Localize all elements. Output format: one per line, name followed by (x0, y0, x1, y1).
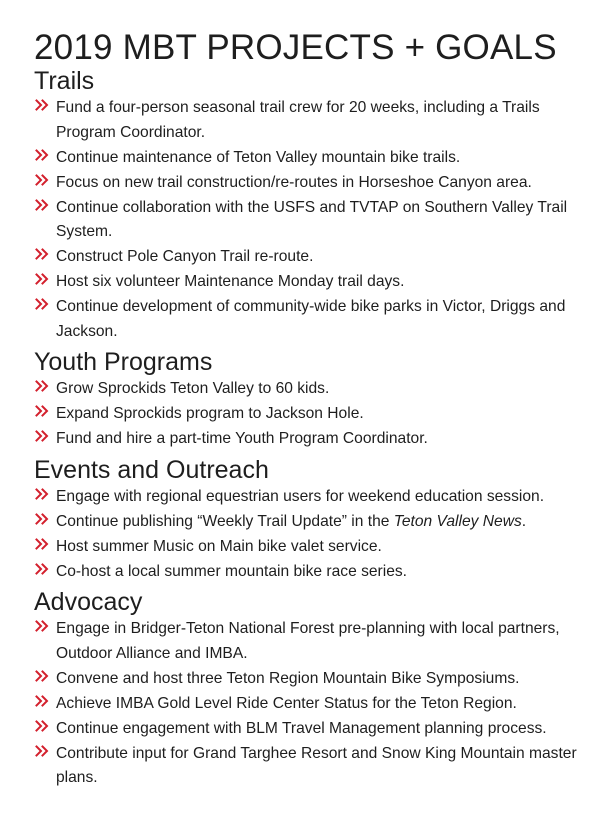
section-youth-programs (34, 347, 598, 452)
goal-item (34, 560, 598, 585)
double-chevron-right-icon (35, 535, 51, 559)
goal-text: Grow Sprockids Teton Valley to 60 kids. (56, 380, 330, 397)
goal-item (34, 427, 598, 452)
double-chevron-right-icon (35, 667, 51, 691)
goal-text: Host summer Music on Main bike valet service. (56, 537, 382, 555)
goal-text: Co-host a local summer mountain bike race series. (56, 562, 408, 580)
goal-item (34, 146, 598, 171)
double-chevron-right-icon (35, 146, 51, 170)
publication-name: Teton Valley News (393, 512, 522, 530)
goal-text (56, 513, 526, 530)
double-chevron-right-icon (35, 485, 51, 509)
section-heading: Events and Outreach (34, 455, 269, 484)
goal-item (34, 96, 598, 145)
double-chevron-right-icon (35, 245, 51, 269)
goal-item (34, 692, 598, 717)
goal-item (34, 667, 598, 692)
goal-item (34, 742, 598, 791)
goal-list (34, 377, 598, 452)
goal-item (34, 535, 598, 560)
goal-text: Convene and host three Teton Region Mountain Bike Symposiums. (56, 669, 520, 687)
double-chevron-right-icon (35, 427, 51, 451)
goal-item (34, 270, 598, 295)
section-trails (34, 66, 598, 344)
page-title: 2019 MBT PROJECTS + GOALS (34, 28, 557, 67)
goal-item (34, 402, 598, 427)
goal-text: Host six volunteer Maintenance Monday trail days. (56, 273, 405, 290)
goal-list (34, 617, 598, 791)
double-chevron-right-icon (35, 692, 51, 716)
goal-text: Continue maintenance of Teton Valley mountain bike trails. (56, 148, 461, 166)
double-chevron-right-icon (35, 742, 51, 766)
goal-list (34, 96, 598, 344)
double-chevron-right-icon (35, 402, 51, 426)
goal-item (34, 617, 598, 666)
section-heading: Youth Programs (34, 348, 213, 376)
goal-text-suffix: . (521, 512, 527, 530)
goal-text: Fund a four-person seasonal trail crew for 20 weeks, including a Trails Program Coordinator. (56, 99, 540, 141)
double-chevron-right-icon (35, 295, 51, 319)
goal-text: Achieve IMBA Gold Level Ride Center Status for the Teton Region. (56, 694, 517, 712)
double-chevron-right-icon (35, 377, 51, 401)
goal-item (34, 377, 598, 402)
goal-item (34, 196, 598, 245)
double-chevron-right-icon (35, 510, 51, 534)
goal-item (34, 485, 598, 510)
goal-text: Engage in Bridger-Teton National Forest pre-planning with local partners, Outdoor Alliance and IMBA. (56, 620, 560, 662)
double-chevron-right-icon (35, 617, 51, 641)
double-chevron-right-icon (35, 560, 51, 584)
section-heading: Advocacy (34, 588, 143, 616)
goal-item (34, 295, 598, 344)
goal-text: Expand Sprockids program to Jackson Hole. (56, 405, 364, 422)
sections-container (34, 66, 598, 791)
goal-text: Continue collaboration with the USFS and TVTAP on Southern Valley Trail System. (56, 198, 568, 240)
section-heading: Trails (34, 67, 95, 95)
double-chevron-right-icon (35, 196, 51, 220)
goal-item (34, 717, 598, 742)
goal-text: Continue engagement with BLM Travel Management planning process. (56, 719, 547, 737)
goal-text: Contribute input for Grand Targhee Resort and Snow King Mountain master plans. (56, 744, 577, 786)
goal-item (34, 245, 598, 270)
goal-item (34, 510, 598, 535)
section-advocacy (34, 587, 598, 791)
double-chevron-right-icon (35, 717, 51, 741)
goal-item (34, 171, 598, 196)
goal-text-prefix: Continue publishing “Weekly Trail Update” in the (56, 512, 394, 530)
double-chevron-right-icon (35, 96, 51, 120)
double-chevron-right-icon (35, 171, 51, 195)
goal-text: Continue development of community-wide bike parks in Victor, Driggs and Jackson. (56, 298, 566, 340)
section-events-and-outreach (34, 455, 598, 585)
goal-list (34, 485, 598, 585)
goal-text: Focus on new trail construction/re-routes in Horseshoe Canyon area. (56, 173, 532, 191)
double-chevron-right-icon (35, 270, 51, 294)
goal-text: Engage with regional equestrian users for weekend education session. (56, 487, 545, 505)
goal-text: Construct Pole Canyon Trail re-route. (56, 248, 314, 265)
goal-text: Fund and hire a part-time Youth Program Coordinator. (56, 430, 428, 447)
